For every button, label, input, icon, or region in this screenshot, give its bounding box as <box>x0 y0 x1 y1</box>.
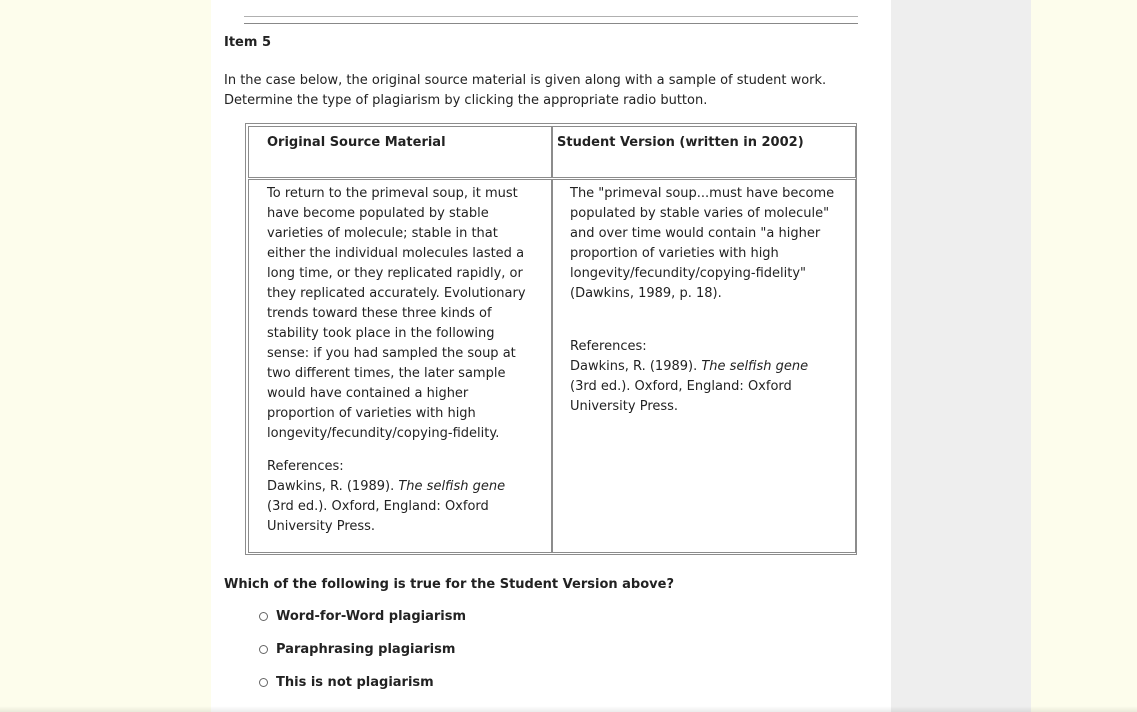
option-label: This is not plagiarism <box>276 675 434 690</box>
student-header-cell <box>552 126 856 178</box>
reference-entry: Dawkins, R. (1989). The selfish gene (3rd ed.). Oxford, England: Oxford University Press. <box>267 479 506 534</box>
student-references <box>570 337 845 417</box>
original-references <box>267 457 535 537</box>
radio-button[interactable] <box>259 612 268 621</box>
comparison-table <box>245 123 857 555</box>
radio-button[interactable] <box>259 678 268 687</box>
divider-bottom <box>244 23 858 24</box>
references-label: References: <box>570 339 647 354</box>
student-version-text: The "primeval soup...must have become populated by stable varies of molecule" and over time would contain "a higher proportion of varieties with high longevity/fecundity/copying-fidelity" (Dawkins, 1989, p. 18). <box>570 186 835 301</box>
student-header: Student Version (written in 2002) <box>557 135 804 150</box>
divider-top <box>244 16 858 17</box>
content-page <box>211 0 891 712</box>
original-header: Original Source Material <box>267 135 446 150</box>
right-gutter <box>891 0 1031 712</box>
bottom-shadow <box>0 706 1137 712</box>
original-header-cell <box>248 126 552 178</box>
option-label: Word-for-Word plagiarism <box>276 609 466 624</box>
student-version-cell <box>552 179 856 553</box>
item-title: Item 5 <box>224 35 271 50</box>
option-label: Paraphrasing plagiarism <box>276 642 456 657</box>
option-paraphrasing[interactable] <box>259 642 455 657</box>
option-not-plagiarism[interactable] <box>259 675 434 690</box>
original-source-text: To return to the primeval soup, it must have become populated by stable varieties of molecule; stable in that either the individual molecules lasted a long time, or they replicated rapidly, or they replicated accurately. Evolutionary trends toward these three kinds of stability took place in the following sense: if you had sampled the soup at two different times, the later sample would have contained a higher proportion of varieties with high longevity/fecundity/copying-fidelity. <box>267 186 526 441</box>
reference-entry: Dawkins, R. (1989). The selfish gene (3rd ed.). Oxford, England: Oxford University Press. <box>570 359 809 414</box>
instructions-text: In the case below, the original source material is given along with a sample of student work. Determine the type of plagiarism by clicking the appropriate radio button. <box>224 73 827 108</box>
question-text: Which of the following is true for the Student Version above? <box>224 577 674 592</box>
radio-button[interactable] <box>259 645 268 654</box>
option-word-for-word[interactable] <box>259 609 466 624</box>
references-label: References: <box>267 459 344 474</box>
original-source-cell <box>248 179 552 553</box>
